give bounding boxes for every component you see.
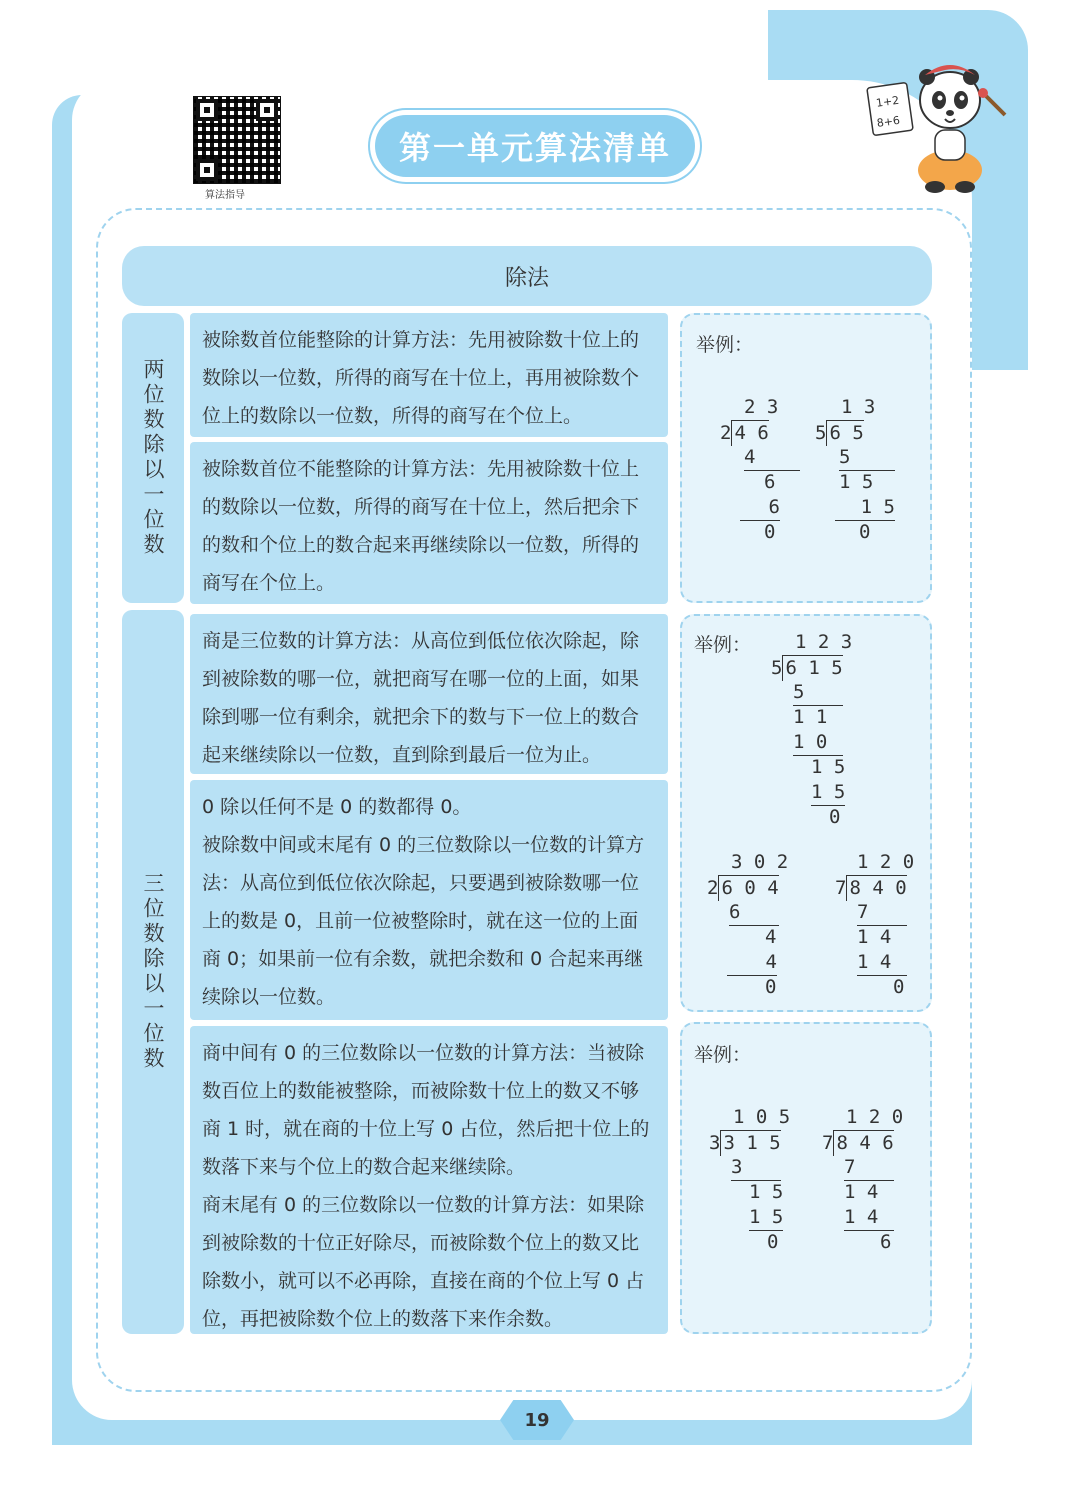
dividend: 6 1 5 bbox=[782, 655, 842, 681]
step-1: 7 bbox=[857, 900, 907, 926]
category-three-digit bbox=[122, 610, 184, 1334]
divisor: 7 bbox=[835, 877, 847, 899]
step-1: 3 bbox=[731, 1155, 781, 1181]
method-block-4 bbox=[190, 780, 668, 1020]
step-3: 1 4 bbox=[857, 950, 907, 976]
long-division-615-by-5 bbox=[771, 630, 852, 830]
dividend: 3 1 5 bbox=[720, 1130, 780, 1156]
divisor: 2 bbox=[720, 422, 732, 444]
dividend: 6 5 bbox=[826, 420, 863, 446]
panda-sign-line1: 1+2 bbox=[875, 93, 900, 110]
divisor: 5 bbox=[815, 422, 827, 444]
step-1: 6 bbox=[729, 900, 779, 926]
step-4: 1 5 bbox=[811, 756, 846, 778]
step-5: 1 5 bbox=[811, 780, 845, 806]
method-text-2: 被除数首位不能整除的计算方法：先用被除数十位上的数除以一位数，所得的商写在十位上，然后把余下的数和个位上的数合起来再继续除以一位数，所得的商写在个位上。 bbox=[202, 458, 640, 594]
panda-mascot-icon bbox=[865, 55, 1015, 195]
long-division-604-by-2 bbox=[707, 850, 788, 1000]
method-text-1: 被除数首位能整除的计算方法：先用被除数十位上的数除以一位数，所得的商写在十位上，再用被除数个位上的数除以一位数，所得的商写在个位上。 bbox=[202, 329, 640, 427]
dividend: 8 4 0 bbox=[846, 875, 906, 901]
dividend: 6 0 4 bbox=[718, 875, 778, 901]
method-text-4a: 0 除以任何不是 0 的数都得 0。 bbox=[202, 796, 472, 818]
step-3: 4 bbox=[727, 950, 777, 976]
step-3: 1 5 bbox=[835, 495, 895, 521]
dividend: 4 6 bbox=[731, 420, 768, 446]
page-title-text: 第一单元算法清单 bbox=[398, 129, 671, 167]
step-2: 1 4 bbox=[857, 926, 892, 948]
step-2: 1 5 bbox=[839, 471, 874, 493]
method-block-5 bbox=[190, 1026, 668, 1334]
page-number bbox=[497, 1400, 577, 1440]
step-2: 6 bbox=[764, 471, 776, 493]
step-4: 0 bbox=[767, 1231, 779, 1253]
section-header bbox=[122, 246, 932, 306]
method-block-2 bbox=[190, 442, 668, 604]
dividend: 8 4 6 bbox=[833, 1130, 893, 1156]
qr-code[interactable] bbox=[193, 96, 281, 184]
long-division-65-by-5 bbox=[815, 395, 895, 545]
method-block-3 bbox=[190, 614, 668, 774]
quotient: 3 0 2 bbox=[731, 851, 789, 873]
step-4: 0 bbox=[893, 976, 905, 998]
category-two-digit-label: 两位数除以一位数 bbox=[141, 358, 165, 558]
divisor: 5 bbox=[771, 657, 783, 679]
long-division-846-by-7 bbox=[822, 1105, 903, 1255]
quotient: 1 0 5 bbox=[733, 1106, 791, 1128]
step-6: 0 bbox=[829, 806, 841, 828]
step-4: 0 bbox=[764, 521, 776, 543]
qr-label: 算法指导 bbox=[205, 190, 245, 201]
step-1: 5 bbox=[793, 680, 843, 706]
panda-sign-line2: 8+6 bbox=[875, 113, 901, 130]
step-2: 1 4 bbox=[844, 1181, 879, 1203]
step-3: 1 5 bbox=[749, 1205, 783, 1231]
divisor: 2 bbox=[707, 877, 719, 899]
method-text-3: 商是三位数的计算方法：从高位到低位依次除起，除到被除数的哪一位，就把商写在哪一位的上面，如果除到哪一位有剩余，就把余下的数与下一位上的数合起来继续除以一位数，直到除到最后一位为止。 bbox=[202, 630, 640, 766]
step-1: 5 bbox=[839, 445, 895, 471]
step-2: 4 bbox=[765, 926, 777, 948]
method-block-1 bbox=[190, 313, 668, 437]
divisor: 3 bbox=[709, 1132, 721, 1154]
category-three-digit-label: 三位数除以一位数 bbox=[141, 872, 165, 1072]
step-1: 7 bbox=[844, 1155, 894, 1181]
step-1: 4 bbox=[744, 445, 800, 471]
quotient: 1 2 0 bbox=[857, 851, 915, 873]
step-4: 0 bbox=[765, 976, 777, 998]
example-label-1: 举例： bbox=[696, 334, 754, 356]
quotient: 2 3 bbox=[744, 396, 779, 418]
method-text-4b: 被除数中间或末尾有 0 的三位数除以一位数的计算方法：从高位到低位依次除起，只要遇到被除数哪一位上的数是 0，且前一位被整除时，就在这一位的上面商 0；如果前一位有余数，就把余数和 0 合起来再继续除以一位数。 bbox=[202, 834, 645, 1008]
step-2: 1 5 bbox=[749, 1181, 784, 1203]
divisor: 7 bbox=[822, 1132, 834, 1154]
example-label-3: 举例： bbox=[694, 1044, 752, 1066]
long-division-315-by-3 bbox=[709, 1105, 790, 1255]
example-label-2: 举例： bbox=[694, 634, 752, 656]
long-division-46-by-2 bbox=[720, 395, 800, 545]
step-2: 1 1 bbox=[793, 706, 828, 728]
step-3: 1 4 bbox=[844, 1205, 894, 1231]
long-division-840-by-7 bbox=[835, 850, 914, 1000]
method-text-5a: 商中间有 0 的三位数除以一位数的计算方法：当被除数百位上的数能被整除，而被除数十位上的数又不够商 1 时，就在商的十位上写 0 占位，然后把十位上的数落下来与个位上的数合起来继续除。 bbox=[202, 1042, 650, 1178]
quotient: 1 2 3 bbox=[795, 631, 853, 653]
step-3: 1 0 bbox=[793, 730, 843, 756]
page-number-text: 19 bbox=[524, 1409, 550, 1431]
section-title: 除法 bbox=[504, 265, 549, 291]
quotient: 1 2 0 bbox=[846, 1106, 904, 1128]
step-4: 6 bbox=[880, 1231, 892, 1253]
step-3: 6 bbox=[740, 495, 780, 521]
step-4: 0 bbox=[859, 521, 871, 543]
page-title bbox=[375, 115, 695, 177]
category-two-digit bbox=[122, 313, 184, 603]
method-text-5b: 商末尾有 0 的三位数除以一位数的计算方法：如果除到被除数的十位正好除尽，而被除数个位上的数又比除数小，就可以不必再除，直接在商的个位上写 0 占位，再把被除数个位上的数落下来作余数。 bbox=[202, 1194, 645, 1330]
quotient: 1 3 bbox=[841, 396, 876, 418]
